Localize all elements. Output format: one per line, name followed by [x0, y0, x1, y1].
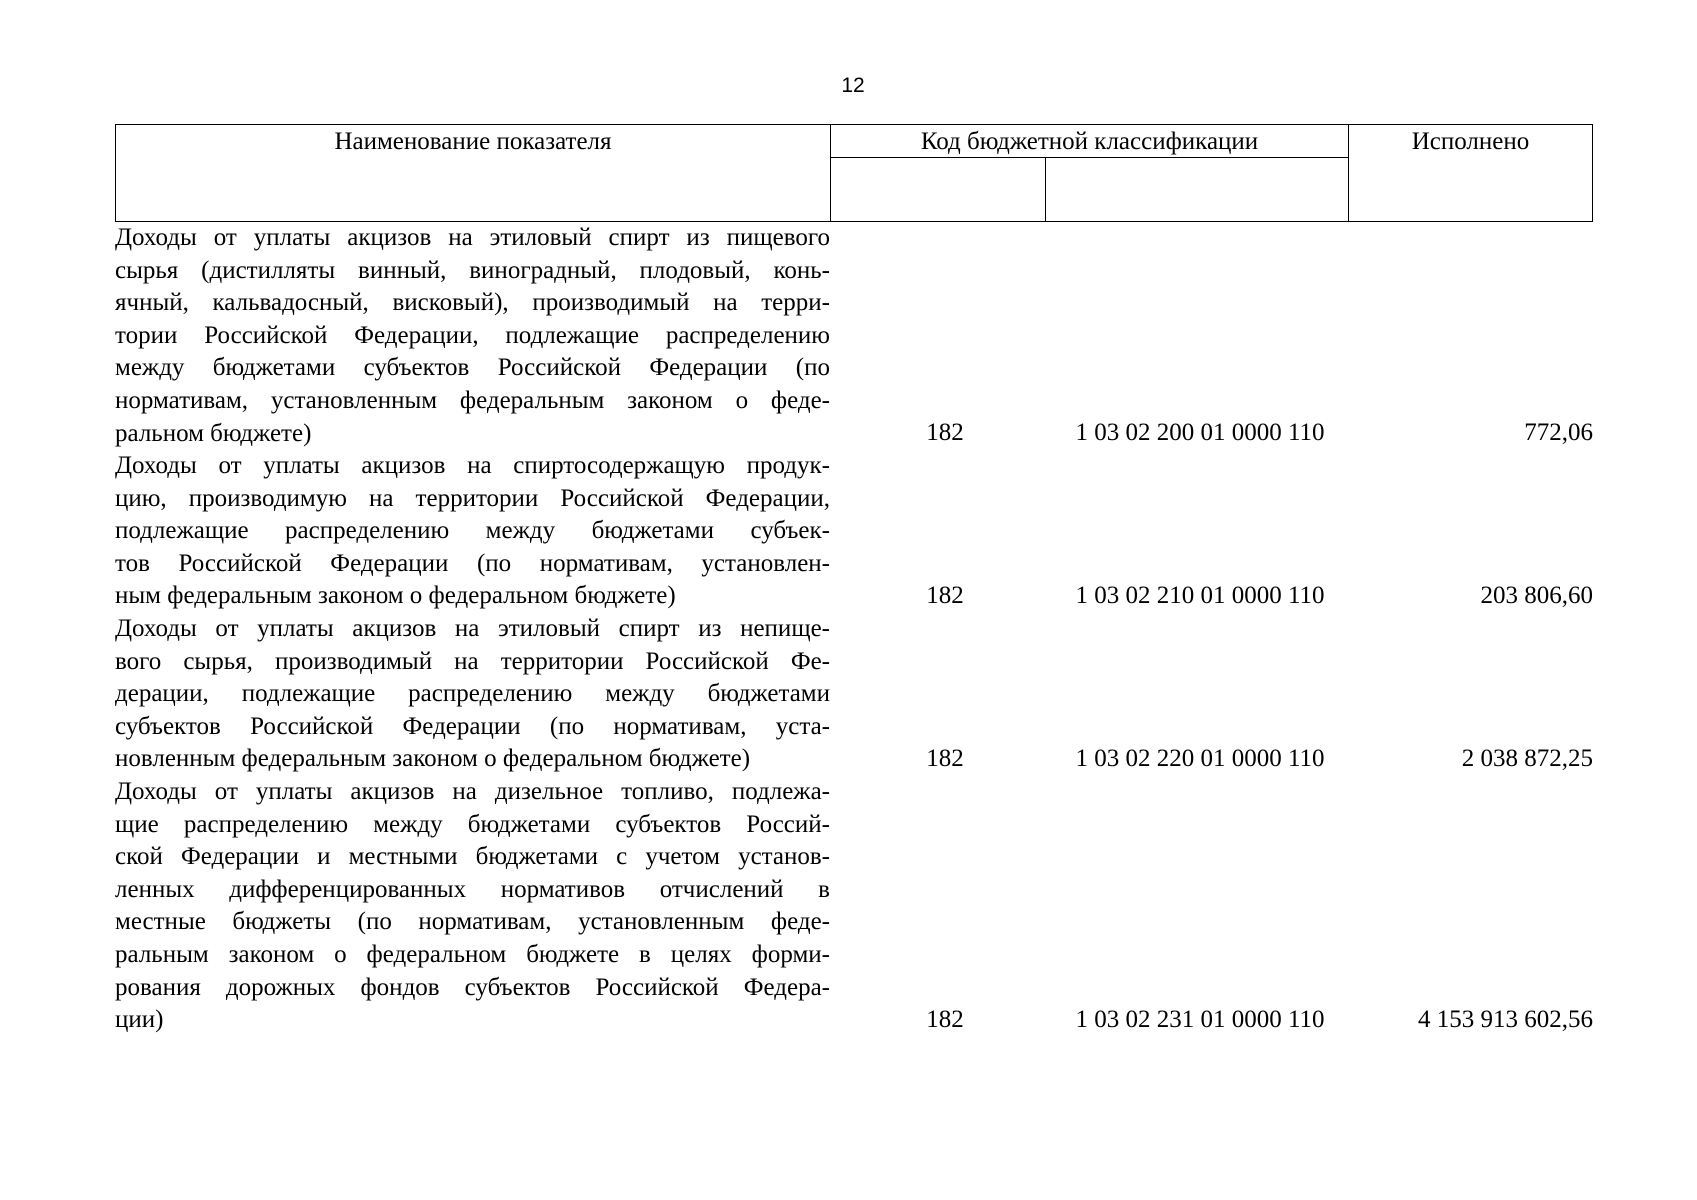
row-name-line: Доходы от уплаты акцизов на спиртосодержащую продук-	[115, 452, 830, 479]
row-name	[115, 613, 830, 776]
row-name-line: тории Российской Федерации, подлежащие распределению	[115, 321, 830, 349]
row-name-line: местные бюджеты (по нормативам, установленным феде-	[115, 908, 830, 936]
row-value: 772,06	[1524, 419, 1593, 447]
header-name: Наименование показателя	[116, 125, 831, 221]
row-name-line: ральном бюджете)	[115, 419, 312, 447]
row-admin-code: 182	[926, 419, 964, 447]
row-kbk: 1 03 02 200 01 0000 110	[1075, 419, 1325, 447]
row-name-line: новленным федеральным законом о федеральном бюджете)	[115, 745, 751, 773]
row-name-line: ской Федерации и местными бюджетами с учетом установ-	[115, 843, 830, 871]
table-row	[115, 450, 1593, 613]
row-name-line: субъектов Российской Федерации (по нормативам, уста-	[115, 712, 830, 740]
row-name-line: рования дорожных фондов субъектов Российской Федера-	[115, 973, 830, 1001]
table-row	[115, 776, 1593, 1037]
row-kbk: 1 03 02 220 01 0000 110	[1075, 745, 1325, 773]
row-name-line: сырья (дистилляты винный, виноградный, плодовый, конь-	[115, 256, 830, 284]
row-name	[115, 450, 830, 613]
row-kbk: 1 03 02 210 01 0000 110	[1075, 582, 1325, 610]
row-value: 2 038 872,25	[1461, 745, 1593, 773]
row-value: 4 153 913 602,56	[1418, 1006, 1593, 1034]
header-code-admin	[831, 158, 1046, 221]
row-admin-code: 182	[926, 1006, 964, 1034]
row-name-line: ленных дифференцированных нормативов отчислений в	[115, 875, 830, 903]
page-number: 12	[841, 74, 865, 97]
table-header	[115, 124, 1593, 222]
table-row	[115, 222, 1593, 450]
row-name	[115, 776, 830, 1037]
row-name-line: нормативам, установленным федеральным законом о феде-	[115, 386, 830, 414]
row-name-line: подлежащие распределению между бюджетами субъек-	[115, 517, 830, 545]
row-kbk: 1 03 02 231 01 0000 110	[1075, 1006, 1325, 1034]
header-code-kbk	[1046, 158, 1348, 221]
table-row	[115, 613, 1593, 776]
row-value: 203 806,60	[1480, 582, 1593, 610]
row-name-line: Доходы от уплаты акцизов на дизельное топливо, подлежа-	[115, 778, 830, 805]
row-name-line: ным федеральным законом о федеральном бюджете)	[115, 582, 676, 610]
header-executed: Исполнено	[1348, 125, 1592, 221]
row-name-line: Доходы от уплаты акцизов на этиловый спирт из пищевого	[115, 224, 830, 251]
row-name-line: ячный, кальвадосный, висковый), производимый на терри-	[115, 289, 830, 317]
row-name-line: дерации, подлежащие распределению между бюджетами	[115, 680, 830, 708]
row-admin-code: 182	[926, 582, 964, 610]
row-admin-code: 182	[926, 745, 964, 773]
row-name-line: Доходы от уплаты акцизов на этиловый спирт из непище-	[115, 615, 830, 642]
row-name-line: вого сырья, производимый на территории Российской Фе-	[115, 647, 830, 675]
row-name-line: ции)	[115, 1006, 164, 1034]
row-name-line: тов Российской Федерации (по нормативам, установлен-	[115, 549, 830, 577]
row-name-line: щие распределению между бюджетами субъектов Россий-	[115, 810, 830, 838]
header-code: Код бюджетной классификации	[831, 125, 1348, 158]
row-name-line: между бюджетами субъектов Российской Федерации (по	[115, 354, 830, 382]
row-name-line: ральным законом о федеральном бюджете в целях форми-	[115, 940, 830, 968]
row-name	[115, 222, 830, 450]
row-name-line: цию, производимую на территории Российской Федерации,	[115, 484, 830, 512]
